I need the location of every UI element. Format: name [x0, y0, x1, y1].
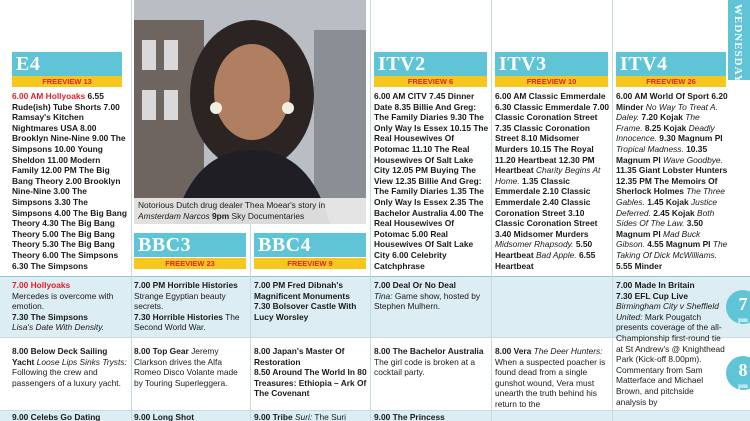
listing-episode: Birmingham City v Sheffield United: — [616, 301, 719, 322]
listing-e4-9pm — [12, 412, 129, 421]
listing-highlight: 6.00 AM Hollyoaks — [12, 91, 86, 101]
time-badge-suffix: pm — [738, 382, 748, 390]
channel-name: ITV2 — [378, 53, 426, 75]
listing-title: 7.30 EFL Cup Live — [616, 290, 688, 301]
row-divider — [0, 276, 750, 277]
channel-header-e4 — [12, 52, 122, 76]
time-badge-hour: 8 — [738, 360, 748, 380]
listing-title: 8.00 Vera — [495, 346, 532, 356]
listing-episode: Lisa's Date With Density. — [12, 322, 105, 333]
listing-text: 1.35 Classic Emmerdale 2.10 Classic Emmerdale 2.40 Classic Coronation Street 3.10 Classic Coronation Street 3.40 Midsomer Murders — [495, 175, 598, 239]
listing-itv2-daytime — [374, 91, 489, 271]
listing-text: 1.45 Kojak — [644, 196, 691, 207]
listing-bbc3-7pm — [134, 280, 248, 333]
column-divider — [612, 0, 613, 421]
listing-description: Strange Egyptian beauty secrets. — [134, 290, 226, 312]
channel-name: ITV3 — [499, 53, 547, 75]
listing-episode: Justice Deferred. — [616, 196, 718, 218]
listing-e4-daytime — [12, 91, 129, 271]
listing-itv2-9pm — [374, 412, 488, 421]
time-badge-suffix: pm — [738, 316, 748, 324]
freeview-badge-itv3: FREEVIEW 10 — [495, 76, 608, 87]
listing-title: 8.00 Below Deck Sailing Yacht — [12, 346, 108, 367]
listing-itv2-8pm — [374, 346, 488, 378]
caption-text: Notorious Dutch drug dealer Thea Moear's story in — [138, 200, 326, 210]
listing-text: 5.50 Heartbeat — [495, 239, 593, 260]
channel-name: ITV4 — [620, 53, 668, 75]
listing-title: 7.00 Made In Britain — [616, 280, 695, 290]
freeview-badge-bbc4: FREEVIEW 9 — [254, 258, 366, 269]
listing-bbc4-9pm — [254, 412, 368, 421]
caption-time: 9pm — [209, 210, 230, 221]
listing-e4-8pm — [12, 346, 129, 388]
caption-show: Amsterdam Narcos — [138, 210, 210, 221]
listing-itv3-daytime — [495, 91, 610, 271]
listing-episode: Midsomer Rhapsody. — [495, 239, 574, 250]
listing-itv3-8pm — [495, 346, 609, 410]
channel-name: BBC3 — [138, 234, 192, 256]
freeview-badge-itv4: FREEVIEW 26 — [616, 76, 726, 87]
channel-header-bbc4 — [254, 233, 366, 257]
listing-text: 10.35 Magnum PI — [616, 143, 708, 165]
channel-header-itv2 — [374, 52, 487, 76]
listing-itv4-7pm — [616, 280, 726, 410]
listing-highlight: 7.00 Hollyoaks — [12, 280, 71, 290]
listing-title: 8.00 The Bachelor Australia — [374, 346, 484, 356]
listing-bbc3-9pm — [134, 412, 248, 421]
listing-text: 6.00 AM World Of Sport 6.20 Minder — [616, 91, 728, 112]
listing-episode: Tina: — [374, 290, 393, 301]
listing-episode: The Frame. — [616, 112, 700, 133]
listing-text: 6.55 Rude(ish) Tube Shorts 7.00 Ramsay's Kitchen Nightmares USA 8.00 Brooklyn Nine-Nine 9.00 The Simpsons 10.00 Young Sheldon 11.00 Modern Family 12.00 PM The Big Bang Theory 2.00 Brooklyn Nine-Nine 3.00 The Simpsons 3.30 The Simpsons 4.00 The Big Bang Theory 4.30 The Big Bang Theory 5.00 The Big Bang Theory 5.30 The Big Bang Theory 6.00 The Simpsons 6.30 The Simpsons — [12, 91, 127, 271]
listing-description: Mark Pougatch presents coverage of the all-Championship first-round tie at St Andrew's @ Knighthead Park (Kick-off 8.00pm). Commentary from Sam Matterface and Michael Brown, and pitchside analysis by — [616, 311, 725, 407]
column-divider — [491, 0, 492, 421]
listing-bbc4-8pm — [254, 346, 368, 399]
listing-episode: Tropical Madness. — [616, 143, 684, 154]
listing-title: 7.00 Deal Or No Deal — [374, 280, 456, 290]
channel-header-bbc3 — [134, 233, 246, 257]
listing-episode: The Three Gables. — [616, 186, 725, 207]
freeview-badge-itv2: FREEVIEW 6 — [374, 76, 487, 87]
listing-bbc4-7pm — [254, 280, 368, 322]
day-label: WEDNESDAY — [732, 4, 744, 84]
channel-header-itv4 — [616, 52, 726, 76]
row-divider — [0, 410, 750, 411]
listing-title: 7.30 Bolsover Castle With Lucy Worsley — [254, 301, 357, 322]
column-divider — [370, 0, 371, 421]
listing-title: 7.00 PM Horrible Histories — [134, 280, 238, 290]
listing-episode: Deadly Innocence. — [616, 122, 715, 144]
listing-text: 5.55 Minder — [616, 260, 663, 271]
column-divider — [250, 224, 251, 421]
listing-episode: Wave Goodbye. — [663, 154, 723, 165]
listing-bbc3-8pm — [134, 346, 248, 388]
portrait-illustration — [134, 0, 366, 224]
listing-description: The Second World War. — [134, 311, 240, 333]
time-badge-hour: 7 — [738, 294, 748, 314]
listing-text: 7.20 Kojak — [639, 112, 686, 123]
listing-text: 6.55 Heartbeat — [495, 249, 596, 271]
listing-text: 8.25 Kojak — [642, 122, 689, 133]
listing-title: 9.00 Tribe — [254, 412, 293, 421]
listing-episode: No Way To Treat A. Daley. — [616, 101, 718, 123]
listing-episode: The Taking Of Dick McWilliams. — [616, 239, 728, 260]
listing-episode: Both Sides Of The Law. — [616, 207, 715, 229]
listing-episode: The Deer Hunters: — [531, 346, 603, 356]
freeview-badge-bbc3: FREEVIEW 23 — [134, 258, 246, 269]
listing-text: 4.55 Magnum PI — [644, 239, 713, 250]
listing-title: 7.30 The Simpsons — [12, 311, 88, 322]
channel-name: BBC4 — [258, 234, 312, 256]
listing-description: Mercedes is overcome with emotion. — [12, 290, 114, 312]
listing-description: The Suri — [312, 412, 347, 421]
listing-title: 8.00 Japan's Master Of Restoration — [254, 346, 345, 367]
channel-name: E4 — [16, 53, 41, 75]
channel-header-itv3 — [495, 52, 608, 76]
listing-title: 7.30 Horrible Histories — [134, 311, 223, 322]
listing-description: Game show, hosted by Stephen Mulhern. — [374, 290, 481, 312]
listing-description: When a suspected poacher is found dead from a single gunshot wound, Vera must unearth the truth behind his return to the — [495, 356, 606, 409]
listing-itv2-7pm — [374, 280, 488, 312]
time-badge-8pm — [726, 356, 750, 390]
listing-title: 9.00 Long Shot — [134, 412, 195, 421]
day-tab — [728, 0, 750, 84]
column-divider — [131, 0, 132, 421]
listing-title: 7.00 PM Fred Dibnah's Magnificent Monuments — [254, 280, 350, 301]
freeview-badge-e4: FREEVIEW 13 — [12, 76, 122, 87]
listing-description: Jeremy Clarkson drives the Alfa Romeo Disco Volante made by Touring Superleggera. — [134, 346, 238, 388]
listing-description: The girl code is broken at a cocktail party. — [374, 356, 476, 378]
caption-channel: Sky Documentaries — [229, 210, 305, 221]
listing-title: 9.00 Celebs Go Dating — [12, 412, 101, 421]
listing-episode: Charity Begins At Home. — [495, 165, 601, 186]
listing-episode: Mad Buck Gibson. — [616, 228, 701, 250]
listing-description: Following the crew and passengers of a luxury yacht. — [12, 367, 121, 388]
listing-episode: Loose Lips Sinks Trysts: — [34, 356, 127, 367]
photo-caption — [134, 198, 366, 224]
listing-text: 2.45 Kojak — [650, 207, 698, 218]
listing-text: 6.00 AM Classic Emmerdale 6.30 Classic Emmerdale 7.00 Classic Coronation Street 7.35 Classic Coronation Street 8.10 Midsomer Murders 10.15 The Royal 11.20 Heartbeat 12.30 PM Heartbeat — [495, 91, 610, 176]
listing-title: 9.00 The Princess — [374, 412, 445, 421]
feature-photo — [134, 0, 366, 224]
listing-episode: Suri: — [292, 412, 313, 421]
listing-e4-7pm — [12, 280, 129, 333]
listing-text: 9.30 Magnum PI — [656, 133, 723, 144]
time-badge-7pm — [726, 290, 750, 324]
listing-title: 8.00 Top Gear — [134, 346, 189, 356]
listing-text: 3.50 Magnum PI — [616, 218, 704, 239]
listing-title: 8.50 Around The World In 80 Treasures: Ethiopia – Ark Of The Covenant — [254, 367, 367, 399]
listing-text: 11.35 Giant Lobster Hunters 12.35 PM The Memoirs Of Sherlock Holmes — [616, 165, 728, 197]
listing-episode: Bad Apple. — [535, 249, 577, 260]
listing-itv4-daytime — [616, 91, 728, 271]
listing-text: 6.00 AM CITV 7.45 Dinner Date 8.35 Billie And Greg: The Family Diaries 9.30 The Only Way Is Essex 10.15 The Real Housewives Of Potomac 11.10 The Real Housewives Of Salt Lake City 12.05 PM Buying The View 12.35 Billie And Greg: The Family Diaries 1.35 The Only Way Is Essex 2.35 The Bachelor Australia 4.00 The Real Housewives Of Potomac 5.00 Real Housewives Of Salt Lake City 6.00 Celebrity Catchphrase — [374, 91, 489, 271]
